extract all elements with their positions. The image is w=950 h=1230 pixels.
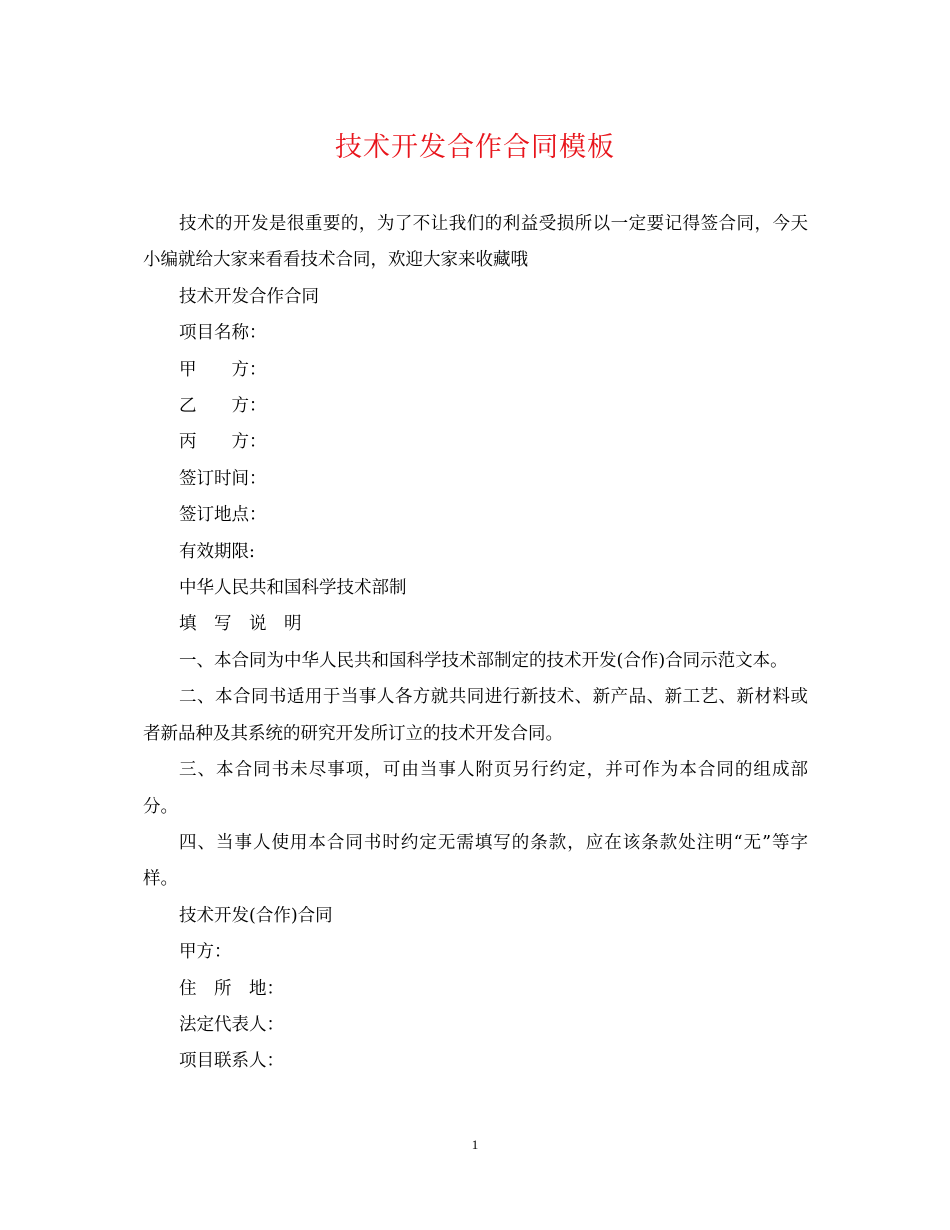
legal-representative-field: 法定代表人： [179,1014,284,1035]
party-b-field: 乙 方： [179,396,267,417]
intro-paragraph: 技术的开发是很重要的，为了不让我们的利益受损所以一定要记得签合同，今天小编就给大家来看看技术合同，欢迎大家来收藏哦 [143,214,808,271]
contract-heading: 技术开发(合作)合同 [179,905,333,926]
party-c-field: 丙 方： [179,432,267,453]
issuer-line: 中华人民共和国科学技术部制 [179,578,407,599]
instruction-item-4: 四、当事人使用本合同书时约定无需填写的条款，应在该条款处注明“无”等字样。 [143,832,808,890]
instructions-heading: 填 写 说 明 [179,614,302,635]
contract-name-line: 技术开发合作合同 [179,286,319,307]
project-contact-field: 项目联系人： [179,1051,284,1072]
document-body [143,206,808,1080]
instruction-item-1: 一、本合同为中华人民共和国科学技术部制定的技术开发(合作)合同示范文本。 [179,650,788,671]
page-number: 1 [471,1137,479,1152]
address-field: 住 所 地： [179,978,284,999]
instruction-item-2: 二、本合同书适用于当事人各方就共同进行新技术、新产品、新工艺、新材料或者新品种及其系统的研究开发所订立的技术开发合同。 [143,687,808,744]
party-a-label: 甲方： [179,942,232,963]
project-name-field: 项目名称： [179,323,267,344]
party-a-field: 甲 方： [179,359,267,380]
instruction-item-3: 三、本合同书未尽事项，可由当事人附页另行约定，并可作为本合同的组成部分。 [143,760,808,817]
signing-place-field: 签订地点： [179,505,267,526]
document-title: 技术开发合作合同模板 [335,132,615,163]
signing-time-field: 签订时间： [179,468,267,489]
validity-period-field: 有效期限: [179,541,255,562]
